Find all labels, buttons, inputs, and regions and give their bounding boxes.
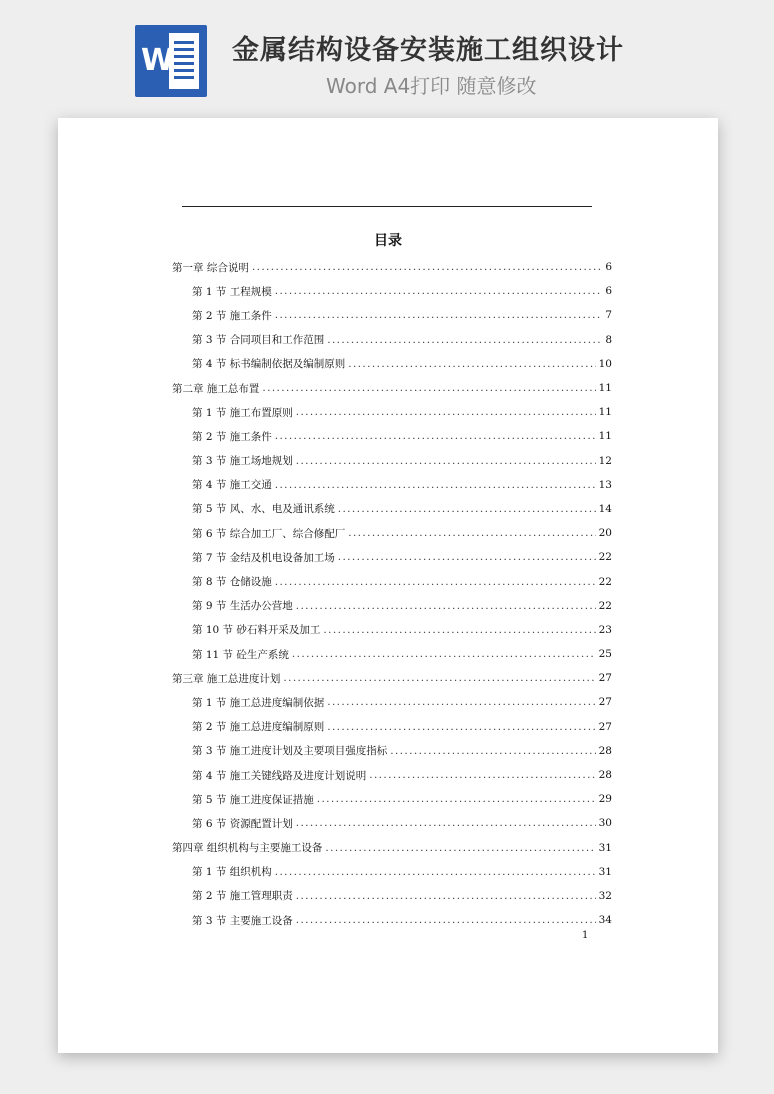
table-of-contents [172, 255, 612, 932]
toc-entry-label: 第 1 节 施工总进度编制依据 [192, 696, 325, 709]
toc-entry-page: 11 [598, 406, 612, 419]
document-page [58, 118, 718, 1053]
toc-entry-page: 7 [605, 309, 612, 322]
toc-title: 目录 [374, 233, 402, 249]
document-subtitle: Word A4打印 随意修改 [326, 74, 537, 98]
toc-dot-leader [275, 285, 603, 297]
toc-entry-page: 28 [598, 744, 612, 757]
toc-entry-label: 第 4 节 施工关键线路及进度计划说明 [192, 769, 367, 782]
toc-entry-page: 27 [598, 696, 612, 709]
toc-entry-page: 22 [598, 551, 612, 564]
document-title: 金属结构设备安装施工组织设计 [232, 35, 624, 66]
toc-chapter-entry[interactable] [172, 255, 612, 279]
toc-section-entry[interactable] [172, 449, 612, 473]
toc-entry-page: 12 [598, 454, 612, 467]
toc-dot-leader [283, 672, 595, 684]
toc-entry-label: 第 9 节 生活办公营地 [192, 600, 293, 613]
toc-entry-page: 31 [598, 841, 612, 854]
toc-entry-label: 第 4 节 标书编制依据及编制原则 [192, 358, 346, 371]
toc-dot-leader [275, 430, 596, 442]
toc-dot-leader [325, 842, 595, 854]
word-document-icon [135, 25, 207, 97]
toc-dot-leader [317, 793, 596, 805]
toc-section-entry[interactable] [172, 690, 612, 714]
toc-entry-page: 22 [598, 575, 612, 588]
toc-entry-page: 22 [598, 599, 612, 612]
toc-entry-page: 23 [598, 623, 612, 636]
toc-section-entry[interactable] [172, 497, 612, 521]
toc-dot-leader [390, 745, 595, 757]
toc-section-entry[interactable] [172, 594, 612, 618]
toc-section-entry[interactable] [172, 279, 612, 303]
toc-entry-label: 第 6 节 综合加工厂、综合修配厂 [192, 527, 346, 540]
toc-section-entry[interactable] [172, 569, 612, 593]
toc-dot-leader [296, 914, 596, 926]
toc-entry-page: 29 [598, 793, 612, 806]
toc-entry-page: 27 [598, 720, 612, 733]
toc-entry-page: 6 [605, 261, 612, 274]
toc-entry-label: 第 5 节 风、水、电及通讯系统 [192, 503, 335, 516]
toc-dot-leader [275, 866, 596, 878]
toc-entry-label: 第 2 节 施工条件 [192, 430, 272, 443]
toc-entry-page: 14 [598, 502, 612, 515]
toc-entry-page: 34 [598, 914, 612, 927]
toc-dot-leader [323, 624, 595, 636]
toc-entry-label: 第 6 节 资源配置计划 [192, 817, 293, 830]
toc-entry-label: 第 3 节 施工场地规划 [192, 455, 293, 468]
toc-section-entry[interactable] [172, 715, 612, 739]
toc-entry-page: 11 [598, 430, 612, 443]
toc-dot-leader [262, 382, 595, 394]
toc-dot-leader [327, 721, 595, 733]
toc-entry-label: 第 3 节 合同项目和工作范围 [192, 334, 325, 347]
toc-entry-page: 13 [598, 478, 612, 491]
toc-section-entry[interactable] [172, 424, 612, 448]
toc-dot-leader [338, 551, 596, 563]
toc-entry-label: 第 3 节 主要施工设备 [192, 914, 293, 927]
toc-entry-label: 第 7 节 金结及机电设备加工场 [192, 551, 335, 564]
toc-dot-leader [296, 455, 596, 467]
toc-entry-page: 31 [598, 865, 612, 878]
toc-dot-leader [348, 527, 595, 539]
toc-section-entry[interactable] [172, 400, 612, 424]
toc-section-entry[interactable] [172, 763, 612, 787]
header-rule [182, 206, 592, 207]
toc-section-entry[interactable] [172, 787, 612, 811]
toc-chapter-entry[interactable] [172, 836, 612, 860]
page-number: 1 [582, 930, 589, 941]
toc-entry-label: 第一章 综合说明 [172, 261, 249, 274]
toc-section-entry[interactable] [172, 473, 612, 497]
toc-entry-page: 30 [598, 817, 612, 830]
toc-entry-label: 第 8 节 仓储设施 [192, 576, 272, 589]
toc-entry-page: 20 [598, 527, 612, 540]
toc-dot-leader [327, 334, 602, 346]
toc-entry-label: 第 2 节 施工管理职责 [192, 890, 293, 903]
toc-entry-page: 8 [605, 333, 612, 346]
toc-entry-label: 第 4 节 施工交通 [192, 479, 272, 492]
toc-dot-leader [296, 406, 596, 418]
toc-entry-label: 第 3 节 施工进度计划及主要项目强度指标 [192, 745, 388, 758]
word-letter: W [141, 43, 175, 78]
toc-dot-leader [296, 817, 596, 829]
toc-entry-label: 第 1 节 施工布置原则 [192, 406, 293, 419]
toc-section-entry[interactable] [172, 860, 612, 884]
toc-dot-leader [369, 769, 595, 781]
toc-entry-label: 第 5 节 施工进度保证措施 [192, 793, 314, 806]
toc-entry-label: 第二章 施工总布置 [172, 382, 260, 395]
toc-section-entry[interactable] [172, 811, 612, 835]
toc-section-entry[interactable] [172, 884, 612, 908]
toc-section-entry[interactable] [172, 545, 612, 569]
toc-entry-page: 6 [605, 285, 612, 298]
toc-dot-leader [275, 479, 596, 491]
toc-entry-label: 第四章 组织机构与主要施工设备 [172, 842, 323, 855]
toc-dot-leader [348, 358, 595, 370]
toc-entry-label: 第 2 节 施工条件 [192, 309, 272, 322]
banner [0, 0, 774, 110]
toc-section-entry[interactable] [172, 328, 612, 352]
toc-entry-label: 第 1 节 工程规模 [192, 285, 272, 298]
toc-section-entry[interactable] [172, 352, 612, 376]
toc-dot-leader [296, 600, 596, 612]
toc-section-entry[interactable] [172, 908, 612, 932]
toc-dot-leader [327, 696, 595, 708]
toc-dot-leader [275, 309, 603, 321]
toc-section-entry[interactable] [172, 618, 612, 642]
toc-dot-leader [292, 648, 596, 660]
toc-entry-page: 27 [598, 672, 612, 685]
toc-entry-label: 第 1 节 组织机构 [192, 866, 272, 879]
toc-entry-label: 第 2 节 施工总进度编制原则 [192, 721, 325, 734]
toc-entry-label: 第 10 节 砂石料开采及加工 [192, 624, 321, 637]
toc-section-entry[interactable] [172, 739, 612, 763]
toc-entry-label: 第三章 施工总进度计划 [172, 672, 281, 685]
toc-dot-leader [338, 503, 596, 515]
toc-entry-page: 32 [598, 889, 612, 902]
toc-chapter-entry[interactable] [172, 666, 612, 690]
toc-dot-leader [252, 261, 602, 273]
toc-entry-page: 28 [598, 769, 612, 782]
toc-dot-leader [275, 576, 596, 588]
toc-section-entry[interactable] [172, 642, 612, 666]
toc-entry-page: 25 [598, 648, 612, 661]
toc-entry-page: 10 [598, 357, 612, 370]
toc-chapter-entry[interactable] [172, 376, 612, 400]
toc-entry-page: 11 [598, 382, 612, 395]
toc-section-entry[interactable] [172, 303, 612, 327]
toc-dot-leader [296, 890, 596, 902]
toc-section-entry[interactable] [172, 521, 612, 545]
toc-entry-label: 第 11 节 砼生产系统 [192, 648, 289, 661]
